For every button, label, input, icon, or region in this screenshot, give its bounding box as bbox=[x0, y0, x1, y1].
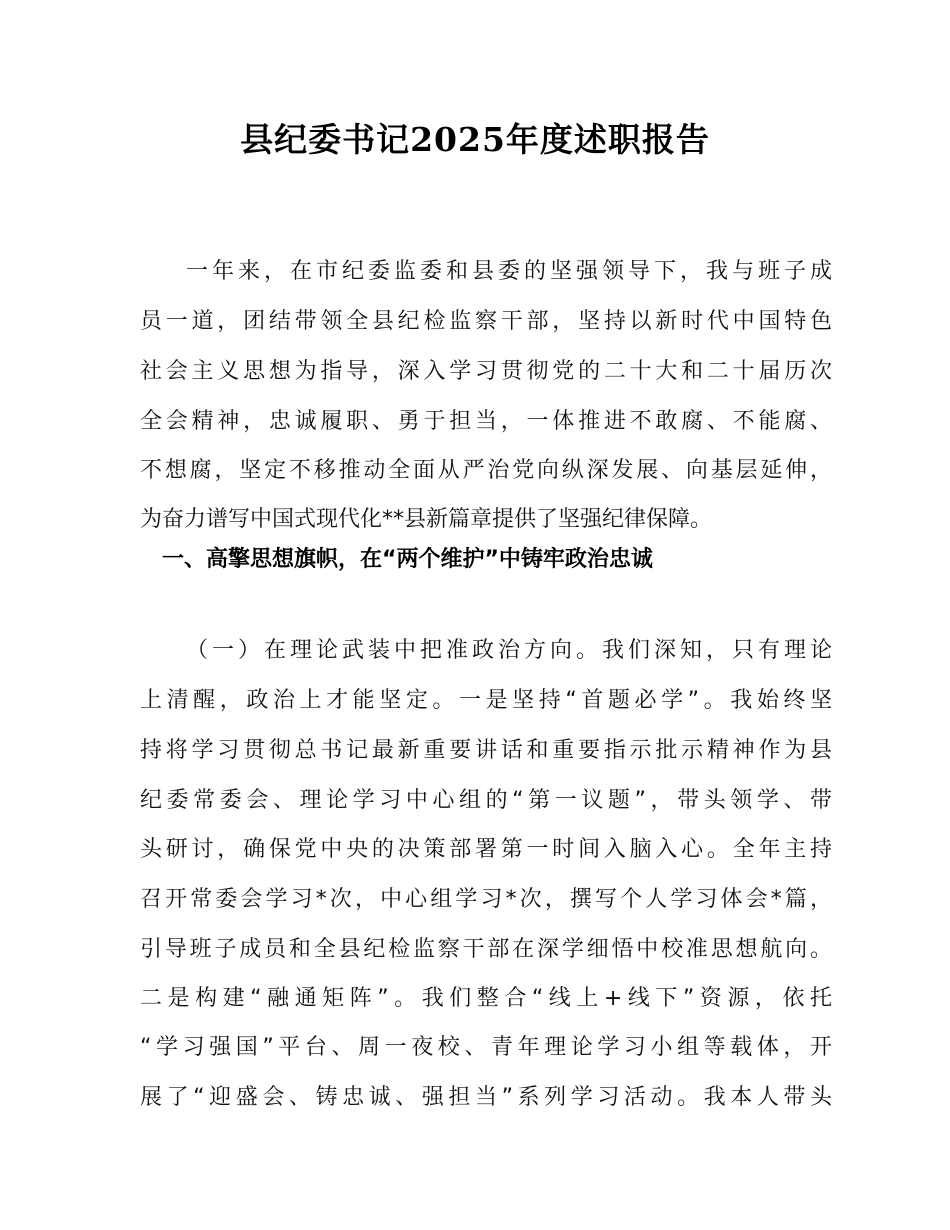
document-title: 县纪委书记2025年度述职报告 bbox=[240, 120, 710, 159]
paragraph-line: （一）在理论武装中把准政治方向。我们深知，只有理论 bbox=[186, 638, 832, 663]
section-heading: 一、高擎思想旗帜，在“两个维护”中铸牢政治忠诚 bbox=[162, 547, 653, 572]
paragraph-line: 全会精神，忠诚履职、勇于担当，一体推进不敢腐、不能腐、 bbox=[140, 409, 832, 434]
paragraph-line: “学习强国”平台、周一夜校、青年理论学习小组等载体，开 bbox=[140, 1035, 832, 1060]
paragraph-line: 展了“迎盛会、铸忠诚、强担当”系列学习活动。我本人带头 bbox=[140, 1085, 832, 1110]
paragraph-line: 一年来，在市纪委监委和县委的坚强领导下，我与班子成 bbox=[186, 259, 832, 284]
paragraph-line: 为奋力谱写中国式现代化**县新篇章提供了坚强纪律保障。 bbox=[140, 507, 713, 532]
paragraph-line: 上清醒，政治上才能坚定。一是坚持“首题必学”。我始终坚 bbox=[140, 688, 832, 713]
paragraph-line: 二是构建“融通矩阵”。我们整合“线上+线下”资源，依托 bbox=[140, 986, 832, 1011]
paragraph-line: 召开常委会学习*次，中心组学习*次，撰写个人学习体会*篇， bbox=[140, 887, 832, 912]
paragraph-line: 头研讨，确保党中央的决策部署第一时间入脑入心。全年主持 bbox=[140, 837, 832, 862]
paragraph-line: 纪委常委会、理论学习中心组的“第一议题”，带头领学、带 bbox=[140, 788, 832, 813]
paragraph-line: 引导班子成员和全县纪检监察干部在深学细悟中校准思想航向。 bbox=[140, 937, 832, 962]
paragraph-line: 社会主义思想为指导，深入学习贯彻党的二十大和二十届历次 bbox=[140, 359, 832, 384]
paragraph-line: 不想腐，坚定不移推动全面从严治党向纵深发展、向基层延伸， bbox=[140, 458, 832, 483]
paragraph-line: 员一道，团结带领全县纪检监察干部，坚持以新时代中国特色 bbox=[140, 309, 832, 334]
paragraph-line: 持将学习贯彻总书记最新重要讲话和重要指示批示精神作为县 bbox=[140, 738, 832, 763]
